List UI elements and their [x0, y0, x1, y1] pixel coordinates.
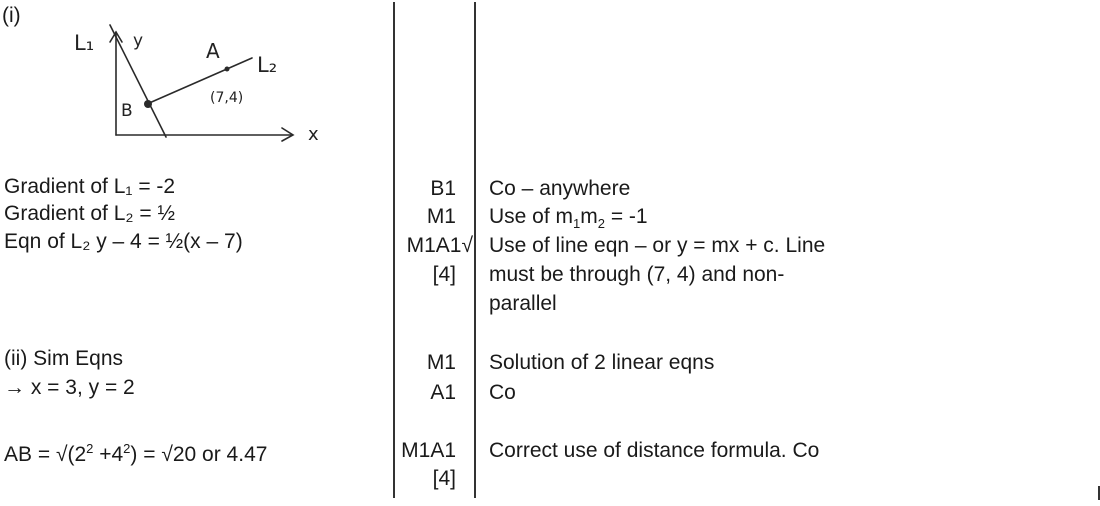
guidance-m-prefix: Use of m [489, 205, 574, 228]
sketch-diagram [60, 20, 360, 150]
mark-total-4b: [4] [432, 467, 456, 490]
working-distance-ab [4, 436, 267, 468]
working-gradient-l2: Gradient of L₂ = ½ [4, 202, 176, 225]
working-eqn-l2: Eqn of L₂ y – 4 = ½(x – 7) [4, 230, 243, 253]
mark-total-4: [4] [432, 263, 456, 286]
point-a-dot [225, 67, 230, 72]
guidance-row-3: Use of line eqn – or y = mx + c. Line [489, 234, 826, 257]
column-divider-left [393, 2, 395, 498]
label-y: y [133, 31, 144, 51]
margin-tick [1098, 486, 1100, 500]
mark-a1: A1 [430, 381, 456, 404]
mark-b1: B1 [430, 177, 456, 200]
point-b-dot [144, 100, 152, 108]
label-x: x [308, 124, 319, 145]
column-divider-right [474, 2, 476, 498]
ab-prefix: AB = √(2 [4, 443, 87, 466]
label-a: A [206, 39, 220, 63]
label-l1: L₁ [74, 31, 95, 55]
label-l2: L₂ [257, 53, 278, 77]
ab-exponent-1: 2 [86, 441, 94, 456]
guidance-row-6: Co [489, 381, 516, 404]
working-solution: → x = 3, y = 2 [4, 376, 135, 399]
guidance-sub-1: 1 [573, 216, 581, 232]
guidance-sub-2: 2 [597, 216, 605, 232]
ab-middle: +4 [93, 443, 124, 466]
part-i-label: (i) [2, 4, 21, 27]
guidance-m-suffix: = -1 [605, 205, 648, 228]
guidance-row-5: Solution of 2 linear eqns [489, 351, 715, 374]
label-point: (7,4) [210, 90, 244, 106]
guidance-row-7: Correct use of distance formula. Co [489, 439, 820, 462]
mark-m1: M1 [426, 205, 456, 228]
mark-m1-sim: M1 [426, 351, 456, 374]
working-part-ii: (ii) Sim Eqns [4, 347, 124, 370]
mark-m1a1: M1A1 [401, 439, 456, 462]
guidance-m-mid: m [580, 205, 598, 228]
ab-suffix: ) = √20 or 4.47 [130, 443, 268, 466]
guidance-row-4: must be through (7, 4) and non- [489, 263, 785, 286]
mark-m1a1-ft: M1A1√ [406, 234, 473, 257]
guidance-row-1: Co – anywhere [489, 177, 631, 200]
guidance-row-4b: parallel [489, 292, 557, 315]
working-gradient-l1: Gradient of L₁ = -2 [4, 175, 176, 198]
label-b: B [121, 101, 133, 121]
ab-exponent-2: 2 [123, 441, 131, 456]
